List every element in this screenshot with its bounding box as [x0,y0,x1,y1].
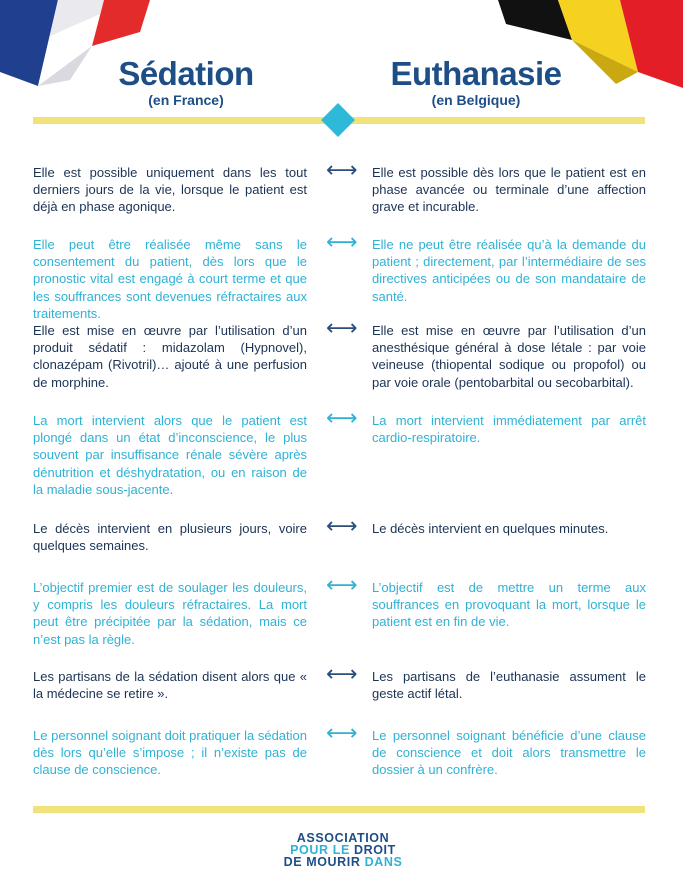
diamond-icon [321,103,355,137]
euthanasia-text: La mort intervient immédiatement par arrêt cardio-respiratoire. [372,413,646,446]
euthanasia-text: Elle est mise en œuvre par l’utilisation d’un anesthésique général à dose létale : par voie veineuse (thiopental sodique ou propofol) ou par voie orale (pentobarbital ou secobarbital). [372,323,646,390]
euthanasia-title: Euthanasie [390,55,562,92]
double-arrow-icon: ⟷ [326,573,358,598]
logo-line-3 [278,856,408,868]
euthanasia-text: L’objectif est de mettre un terme aux souffrances en provoquant la mort, lorsque le patient est en fin de vie. [372,580,646,630]
double-arrow-icon: ⟷ [326,662,358,687]
logo-line-1: ASSOCIATION [296,831,390,845]
sedation-text: Les partisans de la sédation disent alors que « la médecine se retire ». [33,669,307,702]
double-arrow-icon: ⟷ [326,158,358,183]
double-arrow-icon: ⟷ [326,316,358,341]
logo-line-3-main: DE MOURIR [283,855,361,869]
double-arrow-icon: ⟷ [326,406,358,431]
double-arrow-icon: ⟷ [326,721,358,746]
logo-line-2-main: DROIT [353,843,396,857]
sedation-title: Sédation [118,55,254,92]
sedation-text: Elle est mise en œuvre par l’utilisation d’un produit sédatif : midazolam (Hypnovel), clonazépam (Rivotril)… ajouté à une perfusion de morphine. [33,323,307,390]
sedation-text: L’objectif premier est de soulager les douleurs, y compris les douleurs réfractaires. La mort peut être précipitée par la sédation, mais ce n’est pas la règle. [33,580,307,647]
logo-line-2-accent: POUR LE [290,843,350,857]
sedation-text: Le personnel soignant doit pratiquer la sédation dès lors qu’elle s’impose ; il n’existe pas de clause de conscience. [33,728,307,778]
bottom-divider-bar [33,806,645,813]
sedation-text: La mort intervient alors que le patient est plongé dans un état d’inconscience, le plus souvent par insuffisance rénale sévère après dénutrition et déshydratation, ou en raison de la maladie sous-jacente. [33,413,307,497]
association-logo [278,832,408,868]
sedation-subtitle: (en France) [148,92,224,108]
double-arrow-icon: ⟷ [326,514,358,539]
double-arrow-icon: ⟷ [326,230,358,255]
euthanasia-text: Le personnel soignant bénéficie d’une clause de conscience et doit alors transmettre le dossier à un confrère. [372,728,646,778]
euthanasia-text: Elle ne peut être réalisée qu’à la demande du patient ; directement, par l’intermédiaire de ses directives anticipées ou de son mandataire de santé. [372,237,646,304]
sedation-text: Le décès intervient en plusieurs jours, voire quelques semaines. [33,521,307,554]
euthanasia-subtitle: (en Belgique) [431,92,521,108]
sedation-text: Elle peut être réalisée même sans le consentement du patient, dès lors que le pronostic vital est engagé à court terme et que les souffrances sont devenues réfractaires aux traitements. [33,237,307,321]
euthanasia-text: Les partisans de l’euthanasie assument le geste actif létal. [372,669,646,702]
logo-line-3-accent: DANS [364,855,403,869]
sedation-text: Elle est possible uniquement dans les tout derniers jours de la vie, lorsque le patient est déjà en phase agonique. [33,165,307,215]
euthanasia-text: Elle est possible dès lors que le patient est en phase avancée ou terminale d’une affection grave et incurable. [372,165,646,215]
euthanasia-text: Le décès intervient en quelques minutes. [372,521,609,536]
